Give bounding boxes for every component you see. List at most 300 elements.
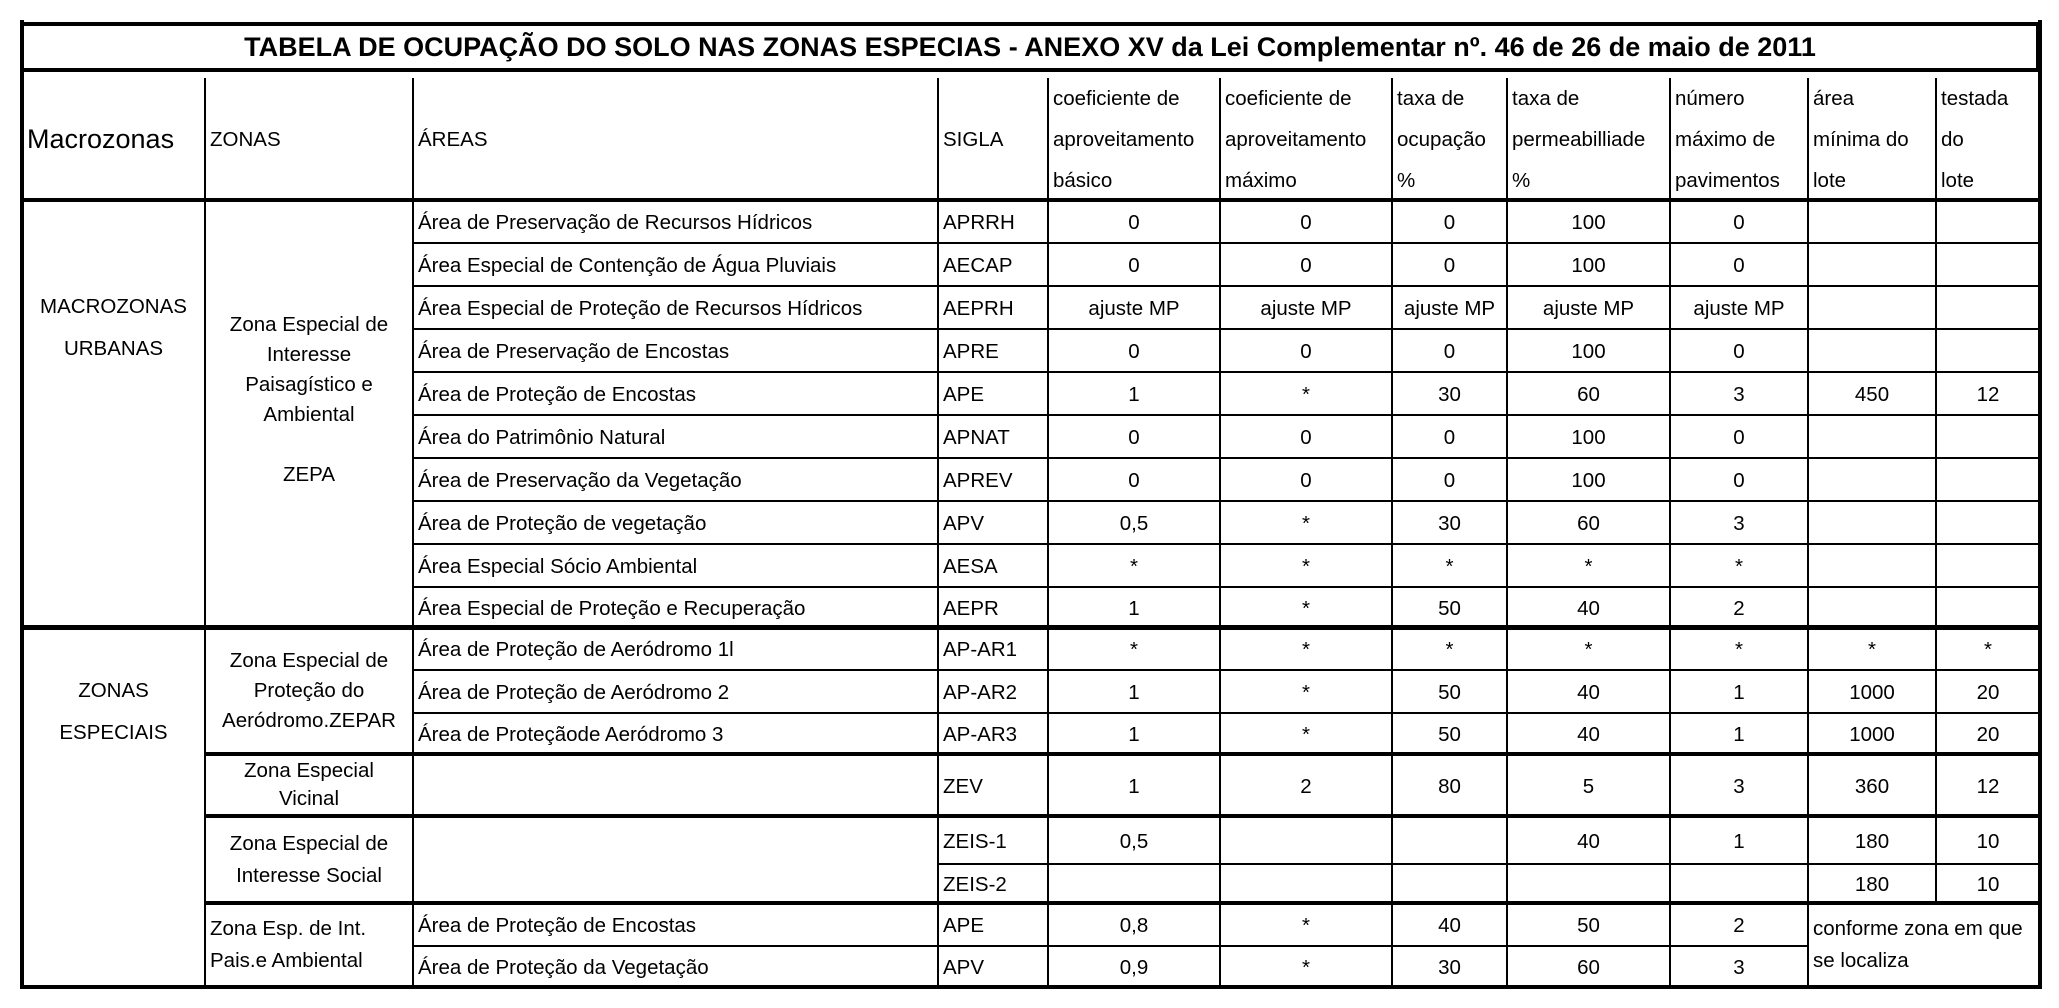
cam-cell <box>1220 755 1392 817</box>
area-cell <box>413 671 938 714</box>
zone-zev-line: Vicinal <box>278 787 340 810</box>
np-cell-text: 3 <box>1733 774 1745 798</box>
cab-cell <box>1048 459 1220 502</box>
zone-zev-line: Zona Especial <box>244 759 374 782</box>
cam-cell-text: * <box>1302 555 1310 578</box>
tp-cell-text: 40 <box>1577 829 1600 853</box>
zone-zepa-line: Paisagístico e <box>245 373 373 396</box>
cab-cell <box>1048 628 1220 671</box>
tp-cell <box>1507 588 1670 628</box>
np-cell-text: 0 <box>1733 211 1745 234</box>
tp-cell <box>1507 817 1670 865</box>
cab-cell-text: 1 <box>1128 774 1140 798</box>
cab-cell-text: 0 <box>1128 211 1140 234</box>
merged-note <box>1808 903 2040 987</box>
np-cell <box>1670 545 1808 588</box>
sigla-cell-text: AP-AR3 <box>943 723 1018 746</box>
macrozona-urbanas-line: URBANAS <box>63 336 164 360</box>
area-cell <box>413 545 938 588</box>
aml-cell-text: 360 <box>1854 774 1890 798</box>
tp-cell-text: * <box>1584 555 1593 578</box>
cab-cell <box>1048 545 1220 588</box>
tl-cell <box>1936 287 2040 330</box>
to-cell-text: ajuste MP <box>1403 297 1496 320</box>
np-cell-text: 1 <box>1733 681 1745 704</box>
area-cell <box>413 416 938 459</box>
header-cam-line: aproveitamento <box>1225 127 1367 151</box>
tp-cell-text: 50 <box>1577 914 1600 937</box>
aml-cell <box>1808 628 1936 671</box>
tp-cell <box>1507 714 1670 755</box>
np-cell-text: 0 <box>1733 426 1745 449</box>
aml-cell <box>1808 671 1936 714</box>
tp-cell-text: 100 <box>1571 426 1606 449</box>
cam-cell <box>1220 330 1392 373</box>
cam-cell-text: 0 <box>1300 426 1312 449</box>
zone-zev <box>205 754 413 816</box>
header-np <box>1670 80 1808 198</box>
area-cell-text: Área de Proteção de vegetação <box>418 512 707 535</box>
header-tp-line: % <box>1512 168 1531 192</box>
tp-cell <box>1507 865 1670 904</box>
cab-cell <box>1048 755 1220 817</box>
header-macrozonas <box>22 78 205 200</box>
aml-cell <box>1808 244 1936 287</box>
np-cell <box>1670 947 1808 988</box>
cab-cell <box>1048 502 1220 545</box>
to-cell <box>1392 459 1507 502</box>
to-cell-text: 30 <box>1438 383 1461 406</box>
sigla-cell <box>938 714 1048 755</box>
macrozona-especiais-line: ZONAS <box>78 679 149 702</box>
header-cam-line: máximo <box>1225 168 1297 192</box>
sigla-cell <box>938 545 1048 588</box>
sigla-cell-text: APE <box>943 914 985 937</box>
cab-cell <box>1048 373 1220 416</box>
cab-cell <box>1048 817 1220 865</box>
aml-cell <box>1808 287 1936 330</box>
sigla-cell-text: ZEIS-1 <box>943 829 1007 853</box>
to-cell-text: 30 <box>1438 512 1461 535</box>
area-cell <box>413 628 938 671</box>
cam-cell <box>1220 947 1392 988</box>
tp-cell <box>1507 416 1670 459</box>
tp-cell-text: 40 <box>1577 596 1600 620</box>
aml-cell-text: * <box>1868 638 1876 661</box>
cam-cell-text: 0 <box>1300 254 1312 277</box>
aml-cell <box>1808 373 1936 416</box>
to-cell <box>1392 588 1507 628</box>
aml-cell <box>1808 545 1936 588</box>
tp-cell <box>1507 628 1670 671</box>
area-cell-text: Área de Preservação de Encostas <box>418 340 730 363</box>
to-cell-text: 40 <box>1438 914 1461 937</box>
tl-cell <box>1936 865 2040 904</box>
tl-cell <box>1936 416 2040 459</box>
macrozona-urbanas-line: MACROZONAS <box>40 294 187 318</box>
np-cell <box>1670 459 1808 502</box>
zone-zepar-line: Zona Especial de <box>229 648 389 672</box>
header-sigla-text: SIGLA <box>943 127 1004 151</box>
sigla-cell-text: APE <box>943 383 985 406</box>
macrozona-separator <box>22 625 2042 630</box>
to-cell <box>1392 330 1507 373</box>
to-cell <box>1392 244 1507 287</box>
tl-cell <box>1936 373 2040 416</box>
tl-cell <box>1936 817 2040 865</box>
zone-zepar-line: Proteção do <box>253 678 365 702</box>
sigla-cell-text: APREV <box>943 469 1013 492</box>
area-cell-text: Área de Proteção de Aeródromo 2 <box>418 681 730 704</box>
cam-cell <box>1220 714 1392 755</box>
area-cell <box>413 287 938 330</box>
cab-cell <box>1048 671 1220 714</box>
tl-cell-text: 10 <box>1976 873 2000 896</box>
area-cell-text: Área de Proteçãode Aeródromo 3 <box>418 723 724 746</box>
sigla-cell <box>938 588 1048 628</box>
to-cell-text: 30 <box>1438 956 1461 979</box>
tl-cell-text: * <box>1984 638 1992 661</box>
table-title <box>20 22 2040 72</box>
to-cell-text: 0 <box>1443 469 1456 492</box>
zone-zepa-line: Ambiental <box>263 403 355 426</box>
np-cell-text: 3 <box>1733 956 1745 979</box>
tp-cell-text: 100 <box>1571 469 1606 492</box>
sigla-cell <box>938 244 1048 287</box>
tl-cell <box>1936 714 2040 755</box>
np-cell <box>1670 201 1808 244</box>
to-cell-text: 0 <box>1443 340 1456 363</box>
cab-cell-text: * <box>1130 638 1138 661</box>
header-cab-line: coeficiente de <box>1053 86 1180 110</box>
sigla-cell-text: ZEV <box>943 774 983 798</box>
area-cell-text: Área Especial Sócio Ambiental <box>418 555 698 578</box>
area-cell <box>413 947 938 988</box>
header-aml-line: lote <box>1813 168 1847 192</box>
zone-zepa2-line: Zona Esp. de Int. <box>210 917 367 940</box>
to-cell-text: 80 <box>1438 774 1461 798</box>
cam-cell <box>1220 865 1392 904</box>
cab-cell <box>1048 287 1220 330</box>
cam-cell <box>1220 671 1392 714</box>
zone-zepa <box>205 300 413 500</box>
tp-cell <box>1507 502 1670 545</box>
to-cell-text: 50 <box>1438 723 1461 746</box>
aml-cell <box>1808 459 1936 502</box>
cab-cell <box>1048 714 1220 755</box>
header-np-line: máximo de <box>1675 127 1776 151</box>
tp-cell-text: 60 <box>1577 383 1600 406</box>
np-cell-text: ajuste MP <box>1693 297 1785 320</box>
sigla-cell <box>938 904 1048 947</box>
cam-cell-text: * <box>1302 383 1310 406</box>
sigla-cell-text: APRRH <box>943 211 1015 234</box>
merged-note-line: conforme zona em que <box>1813 917 2023 940</box>
cam-cell-text: ajuste MP <box>1260 297 1352 320</box>
area-cell-text: Área de Proteção da Vegetação <box>418 956 709 979</box>
area-cell-text: Área Especial de Proteção de Recursos Hídricos <box>418 297 863 320</box>
np-cell <box>1670 588 1808 628</box>
header-aml-line: mínima do <box>1813 127 1909 151</box>
tp-cell <box>1507 459 1670 502</box>
zone-zepa2 <box>205 903 413 987</box>
header-np-line: número <box>1675 86 1745 110</box>
np-cell-text: 3 <box>1733 512 1745 535</box>
header-tl <box>1936 80 2040 198</box>
header-np-line: pavimentos <box>1675 168 1780 192</box>
to-cell <box>1392 714 1507 755</box>
sigla-cell-text: APRE <box>943 340 999 363</box>
tl-cell-text: 10 <box>1976 829 2000 853</box>
cam-cell-text: * <box>1302 914 1310 937</box>
tp-cell <box>1507 755 1670 817</box>
zone-zepa-line: Interesse <box>266 343 352 366</box>
cab-cell-text: 1 <box>1128 596 1140 620</box>
area-cell <box>413 330 938 373</box>
sigla-cell <box>938 755 1048 817</box>
to-cell <box>1392 502 1507 545</box>
sigla-cell-text: AESA <box>943 555 998 578</box>
cab-cell-text: 0 <box>1128 469 1140 492</box>
sigla-cell <box>938 373 1048 416</box>
header-tp-line: taxa de <box>1512 86 1580 110</box>
sigla-cell <box>938 459 1048 502</box>
cab-cell-text: 0 <box>1128 254 1140 277</box>
aml-cell <box>1808 330 1936 373</box>
cam-cell-text: 0 <box>1300 469 1312 492</box>
cab-cell-text: 0 <box>1128 340 1140 363</box>
header-aml-line: área <box>1813 86 1855 110</box>
header-tp <box>1507 80 1670 198</box>
to-cell <box>1392 904 1507 947</box>
tp-cell-text: ajuste MP <box>1542 297 1635 320</box>
macrozona-urbanas <box>22 285 205 370</box>
tl-cell <box>1936 502 2040 545</box>
tl-cell <box>1936 588 2040 628</box>
header-aml <box>1808 80 1936 198</box>
cab-cell-text: 0,8 <box>1119 914 1149 937</box>
aml-cell <box>1808 201 1936 244</box>
np-cell-text: * <box>1735 555 1743 578</box>
tp-cell-text: 100 <box>1571 254 1606 277</box>
zone-zeis-line: Interesse Social <box>236 863 382 887</box>
sigla-cell <box>938 671 1048 714</box>
tp-cell-text: 40 <box>1577 681 1600 704</box>
cam-cell <box>1220 817 1392 865</box>
sigla-cell <box>938 330 1048 373</box>
tl-cell <box>1936 628 2040 671</box>
header-to-line: % <box>1397 168 1416 192</box>
sigla-cell-text: AECAP <box>943 254 1013 277</box>
cam-cell <box>1220 904 1392 947</box>
merged-note-line: se localiza <box>1813 949 1909 972</box>
tp-cell <box>1507 330 1670 373</box>
header-areas <box>413 78 938 200</box>
to-cell-text: 0 <box>1443 426 1456 449</box>
aml-cell-text: 1000 <box>1849 723 1895 746</box>
header-tp-line: permeabilliade <box>1512 127 1646 151</box>
zone-zeis-line: Zona Especial de <box>229 831 389 855</box>
np-cell-text: 0 <box>1733 340 1745 363</box>
np-cell <box>1670 287 1808 330</box>
area-cell <box>413 373 938 416</box>
to-cell <box>1392 865 1507 904</box>
cam-cell-text: * <box>1302 512 1310 535</box>
zone-zepar-line: Aeródromo.ZEPAR <box>222 708 396 732</box>
tp-cell <box>1507 671 1670 714</box>
to-cell <box>1392 671 1507 714</box>
cam-cell <box>1220 244 1392 287</box>
aml-cell-text: 180 <box>1854 873 1890 896</box>
to-cell <box>1392 817 1507 865</box>
cab-cell-text: 1 <box>1128 723 1140 746</box>
header-to-line: taxa de <box>1397 86 1465 110</box>
sigla-cell <box>938 947 1048 988</box>
area-cell <box>413 459 938 502</box>
np-cell-text: 0 <box>1733 254 1745 277</box>
cam-cell-text: 0 <box>1300 340 1312 363</box>
tl-cell <box>1936 201 2040 244</box>
zone-zepa-line: ZEPA <box>282 463 336 486</box>
aml-cell-text: 1000 <box>1849 681 1895 704</box>
tp-cell <box>1507 201 1670 244</box>
tl-cell-text: 12 <box>1976 774 2000 798</box>
np-cell-text: 2 <box>1733 596 1745 620</box>
sigla-cell <box>938 502 1048 545</box>
cab-cell-text: ajuste MP <box>1088 297 1180 320</box>
np-cell <box>1670 244 1808 287</box>
zone-zepar <box>205 627 413 754</box>
sigla-cell-text: APV <box>943 512 985 535</box>
header-zonas <box>205 78 413 200</box>
area-cell-text: Área do Patrimônio Natural <box>418 426 666 449</box>
header-tl-line: testada <box>1941 86 2009 110</box>
np-cell-text: * <box>1735 638 1743 661</box>
cam-cell-text: * <box>1302 681 1310 704</box>
aml-cell <box>1808 755 1936 817</box>
to-cell <box>1392 416 1507 459</box>
np-cell <box>1670 714 1808 755</box>
aml-cell <box>1808 817 1936 865</box>
cab-cell-text: 0,9 <box>1119 956 1149 979</box>
header-zonas-text: ZONAS <box>210 127 281 151</box>
sigla-cell-text: AEPRH <box>943 297 1014 320</box>
area-cell-text: Área de Proteção de Encostas <box>418 383 697 406</box>
cab-cell-text: 1 <box>1128 383 1140 406</box>
area-cell-text: Área Especial de Proteção e Recuperação <box>418 596 806 620</box>
zone-zeis <box>205 816 413 903</box>
tp-cell <box>1507 373 1670 416</box>
header-tl-line: do <box>1941 127 1964 151</box>
np-cell-text: 2 <box>1733 914 1745 937</box>
to-cell <box>1392 755 1507 817</box>
header-macrozonas-text: Macrozonas <box>27 123 175 154</box>
tp-cell-text: 60 <box>1577 956 1600 979</box>
tp-cell <box>1507 287 1670 330</box>
tl-cell <box>1936 545 2040 588</box>
area-cell-text: Área de Preservação da Vegetação <box>418 469 742 492</box>
cam-cell-text: * <box>1302 723 1310 746</box>
sigla-cell-text: AP-AR1 <box>943 638 1018 661</box>
macrozona-especiais <box>22 670 205 754</box>
header-sigla <box>938 78 1048 200</box>
to-cell-text: 50 <box>1438 681 1461 704</box>
cam-cell-text: 0 <box>1300 211 1312 234</box>
cam-cell <box>1220 287 1392 330</box>
cam-cell <box>1220 459 1392 502</box>
tp-cell-text: 40 <box>1577 723 1600 746</box>
area-cell <box>413 817 938 865</box>
np-cell <box>1670 502 1808 545</box>
area-cell <box>413 244 938 287</box>
macrozona-especiais-line: ESPECIAIS <box>59 721 168 744</box>
area-cell-text: Área de Proteção de Aeródromo 1l <box>418 638 734 661</box>
tp-cell <box>1507 947 1670 988</box>
sigla-cell-text: APNAT <box>943 426 1010 449</box>
cab-cell-text: 0,5 <box>1119 829 1149 853</box>
cab-cell <box>1048 588 1220 628</box>
np-cell <box>1670 373 1808 416</box>
np-cell <box>1670 755 1808 817</box>
tp-cell-text: 100 <box>1571 340 1606 363</box>
np-cell <box>1670 817 1808 865</box>
aml-cell <box>1808 588 1936 628</box>
header-cab <box>1048 80 1220 198</box>
cab-cell-text: 1 <box>1128 681 1140 704</box>
cab-cell <box>1048 865 1220 904</box>
tp-cell-text: * <box>1584 638 1593 661</box>
zone-zepa-line: Zona Especial de <box>229 313 389 336</box>
header-tl-line: lote <box>1941 168 1975 192</box>
area-cell <box>413 904 938 947</box>
np-cell-text: 3 <box>1733 383 1745 406</box>
cab-cell-text: 0 <box>1128 426 1140 449</box>
cab-cell <box>1048 330 1220 373</box>
to-cell-text: 0 <box>1443 211 1456 234</box>
to-cell <box>1392 628 1507 671</box>
tp-cell-text: 60 <box>1577 512 1600 535</box>
area-cell-text: Área de Preservação de Recursos Hídricos <box>418 211 813 234</box>
tp-cell <box>1507 545 1670 588</box>
header-cab-line: aproveitamento <box>1053 127 1195 151</box>
aml-cell <box>1808 714 1936 755</box>
area-cell-text: Área de Proteção de Encostas <box>418 914 697 937</box>
zone-zepa2-line: Pais.e Ambiental <box>210 949 363 972</box>
header-cam-line: coeficiente de <box>1225 86 1352 110</box>
tl-cell <box>1936 671 2040 714</box>
sigla-cell <box>938 817 1048 865</box>
header-to <box>1392 80 1507 198</box>
np-cell <box>1670 628 1808 671</box>
to-cell-text: * <box>1445 555 1454 578</box>
cam-cell-text: * <box>1302 956 1310 979</box>
header-to-line: ocupação <box>1397 127 1486 151</box>
tp-cell <box>1507 244 1670 287</box>
area-cell <box>413 201 938 244</box>
area-cell-text: Área Especial de Contenção de Água Pluviais <box>418 254 837 277</box>
area-cell <box>413 755 938 817</box>
area-cell <box>413 502 938 545</box>
to-cell-text: * <box>1445 638 1454 661</box>
to-cell-text: 50 <box>1438 596 1461 620</box>
cab-cell <box>1048 947 1220 988</box>
area-cell <box>413 588 938 628</box>
sigla-cell-text: APV <box>943 956 985 979</box>
cam-cell-text: 2 <box>1300 774 1312 798</box>
aml-cell <box>1808 865 1936 904</box>
np-cell <box>1670 416 1808 459</box>
aml-cell-text: 180 <box>1854 829 1890 853</box>
